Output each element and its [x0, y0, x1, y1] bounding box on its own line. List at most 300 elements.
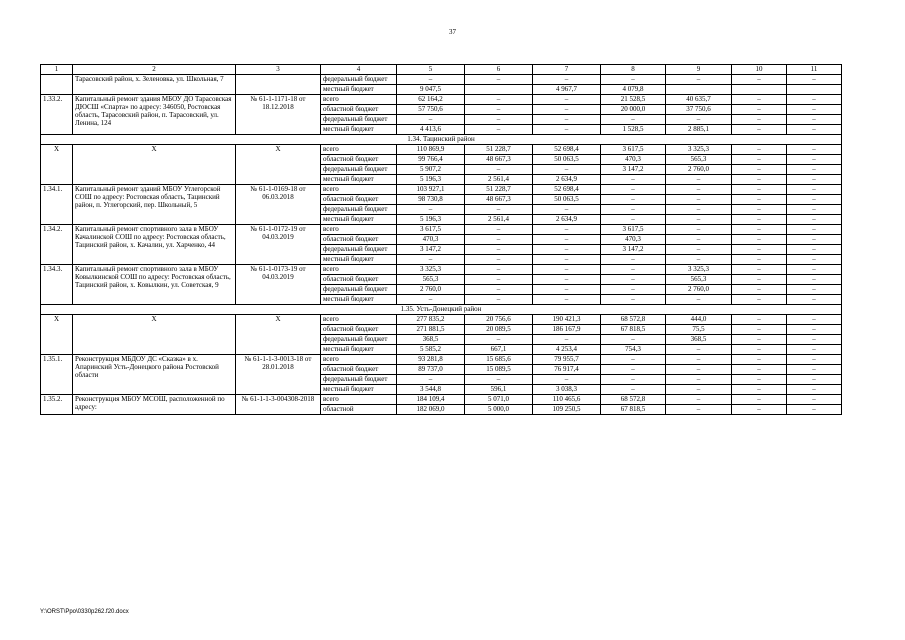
- amount-cell: 76 917,4: [533, 365, 601, 375]
- amount-cell: –: [601, 75, 666, 85]
- funding-source: всего: [321, 355, 397, 365]
- object-name: Капитальный ремонт спортивного зала в МБОУ Ковылкинской СОШ по адресу: Ростовская область, Тацинский район, х. Ковылкин, ул. Советская, 9: [73, 265, 236, 305]
- amount-cell: –: [732, 245, 787, 255]
- amount-cell: 470,3: [601, 155, 666, 165]
- amount-cell: –: [601, 375, 666, 385]
- amount-cell: –: [465, 105, 533, 115]
- amount-cell: –: [732, 275, 787, 285]
- funding-source: областной бюджет: [321, 105, 397, 115]
- amount-cell: 565,3: [397, 275, 465, 285]
- amount-cell: –: [787, 355, 842, 365]
- amount-cell: 51 228,7: [465, 145, 533, 155]
- column-number: 11: [787, 65, 842, 75]
- amount-cell: 57 750,6: [397, 105, 465, 115]
- amount-cell: 52 698,4: [533, 145, 601, 155]
- amount-cell: 50 063,5: [533, 195, 601, 205]
- amount-cell: –: [787, 395, 842, 405]
- amount-cell: 190 421,3: [533, 315, 601, 325]
- item-number: 1.34.1.: [41, 185, 73, 225]
- amount-cell: –: [787, 215, 842, 225]
- amount-cell: 444,0: [666, 315, 732, 325]
- amount-cell: –: [732, 145, 787, 155]
- amount-cell: 182 069,0: [397, 405, 465, 415]
- amount-cell: –: [787, 315, 842, 325]
- amount-cell: 5 907,2: [397, 165, 465, 175]
- district-title: 1.35. Усть-Донецкий район: [41, 305, 842, 315]
- amount-cell: 68 572,8: [601, 395, 666, 405]
- object-name: Капитальный ремонт зданий МБОУ Углегорской СОШ по адресу: Ростовская область, Тацинский район, п. Углегорский, пер. Школьный, 5: [73, 185, 236, 225]
- funding-source: федеральный бюджет: [321, 115, 397, 125]
- amount-cell: –: [787, 405, 842, 415]
- amount-cell: 596,1: [465, 385, 533, 395]
- amount-cell: 79 955,7: [533, 355, 601, 365]
- funding-source: местный бюджет: [321, 385, 397, 395]
- amount-cell: –: [787, 235, 842, 245]
- amount-cell: 51 228,7: [465, 185, 533, 195]
- funding-source: всего: [321, 315, 397, 325]
- amount-cell: –: [666, 175, 732, 185]
- amount-cell: –: [787, 125, 842, 135]
- object-name: Х: [73, 315, 236, 355]
- amount-cell: –: [732, 335, 787, 345]
- amount-cell: 754,3: [601, 345, 666, 355]
- amount-cell: –: [732, 195, 787, 205]
- column-number: 8: [601, 65, 666, 75]
- amount-cell: –: [787, 345, 842, 355]
- funding-source: всего: [321, 185, 397, 195]
- page-number: 37: [449, 28, 456, 36]
- amount-cell: 3 617,5: [601, 225, 666, 235]
- item-number: 1.35.2.: [41, 395, 73, 415]
- amount-cell: –: [666, 375, 732, 385]
- amount-cell: 20 756,6: [465, 315, 533, 325]
- amount-cell: –: [787, 195, 842, 205]
- document-number: № 61-1-1-3-0013-18 от 28.01.2018: [236, 355, 321, 395]
- amount-cell: –: [601, 215, 666, 225]
- amount-cell: –: [732, 125, 787, 135]
- budget-table: [40, 64, 842, 415]
- amount-cell: –: [465, 115, 533, 125]
- item-number: 1.35.1.: [41, 355, 73, 395]
- amount-cell: –: [732, 285, 787, 295]
- amount-cell: –: [666, 185, 732, 195]
- amount-cell: –: [533, 335, 601, 345]
- amount-cell: –: [533, 285, 601, 295]
- amount-cell: –: [465, 205, 533, 215]
- amount-cell: 3 617,5: [601, 145, 666, 155]
- amount-cell: –: [601, 285, 666, 295]
- amount-cell: 3 325,3: [666, 145, 732, 155]
- amount-cell: –: [666, 215, 732, 225]
- funding-source: областной бюджет: [321, 155, 397, 165]
- amount-cell: –: [397, 75, 465, 85]
- amount-cell: –: [732, 165, 787, 175]
- amount-cell: –: [787, 75, 842, 85]
- amount-cell: –: [732, 255, 787, 265]
- amount-cell: –: [787, 185, 842, 195]
- amount-cell: –: [732, 325, 787, 335]
- amount-cell: –: [787, 365, 842, 375]
- amount-cell: –: [787, 115, 842, 125]
- document-number: № 61-1-1171-18 от 18.12.2018: [236, 95, 321, 135]
- amount-cell: 4 079,8: [601, 85, 666, 95]
- amount-cell: 271 881,5: [397, 325, 465, 335]
- amount-cell: –: [787, 95, 842, 105]
- amount-cell: –: [787, 165, 842, 175]
- funding-source: местный бюджет: [321, 175, 397, 185]
- document-number: Х: [236, 315, 321, 355]
- amount-cell: –: [787, 205, 842, 215]
- object-name: Реконструкция МБДОУ ДС «Сказка» в х. Апаринский Усть-Донецкого района Ростовской области: [73, 355, 236, 395]
- amount-cell: 4 253,4: [533, 345, 601, 355]
- amount-cell: –: [732, 215, 787, 225]
- amount-cell: [732, 85, 787, 95]
- amount-cell: –: [787, 285, 842, 295]
- amount-cell: 3 147,2: [397, 245, 465, 255]
- amount-cell: –: [732, 175, 787, 185]
- document-number: № 61-1-0172-19 от 04.03.2019: [236, 225, 321, 265]
- funding-source: областной бюджет: [321, 235, 397, 245]
- amount-cell: –: [601, 115, 666, 125]
- amount-cell: –: [666, 345, 732, 355]
- amount-cell: 5 585,2: [397, 345, 465, 355]
- amount-cell: –: [397, 295, 465, 305]
- amount-cell: –: [787, 375, 842, 385]
- amount-cell: –: [533, 115, 601, 125]
- funding-source: местный бюджет: [321, 295, 397, 305]
- amount-cell: –: [465, 165, 533, 175]
- funding-source: местный бюджет: [321, 345, 397, 355]
- amount-cell: –: [787, 325, 842, 335]
- amount-cell: 52 698,4: [533, 185, 601, 195]
- amount-cell: 75,5: [666, 325, 732, 335]
- amount-cell: 48 667,3: [465, 195, 533, 205]
- amount-cell: –: [601, 175, 666, 185]
- table-row: [41, 395, 842, 405]
- column-number: 1: [41, 65, 73, 75]
- amount-cell: 15 685,6: [465, 355, 533, 365]
- column-number: 7: [533, 65, 601, 75]
- amount-cell: –: [787, 255, 842, 265]
- column-number: 5: [397, 65, 465, 75]
- amount-cell: 186 167,9: [533, 325, 601, 335]
- amount-cell: 565,3: [666, 275, 732, 285]
- amount-cell: –: [465, 235, 533, 245]
- amount-cell: 89 737,0: [397, 365, 465, 375]
- funding-source: всего: [321, 95, 397, 105]
- amount-cell: 4 413,6: [397, 125, 465, 135]
- amount-cell: 48 667,3: [465, 155, 533, 165]
- amount-cell: –: [601, 365, 666, 375]
- amount-cell: –: [732, 405, 787, 415]
- amount-cell: –: [732, 265, 787, 275]
- table-row: [41, 265, 842, 275]
- amount-cell: –: [732, 365, 787, 375]
- amount-cell: –: [601, 195, 666, 205]
- amount-cell: 5 071,0: [465, 395, 533, 405]
- amount-cell: 20 089,5: [465, 325, 533, 335]
- funding-source: всего: [321, 265, 397, 275]
- amount-cell: –: [787, 275, 842, 285]
- amount-cell: –: [533, 265, 601, 275]
- district-title-row: [41, 135, 842, 145]
- amount-cell: –: [397, 115, 465, 125]
- amount-cell: 110 465,6: [533, 395, 601, 405]
- amount-cell: 5 000,0: [465, 405, 533, 415]
- amount-cell: –: [465, 375, 533, 385]
- funding-source: всего: [321, 395, 397, 405]
- amount-cell: –: [533, 225, 601, 235]
- amount-cell: –: [666, 395, 732, 405]
- table-row: [41, 315, 842, 325]
- amount-cell: 4 967,7: [533, 85, 601, 95]
- amount-cell: 277 835,2: [397, 315, 465, 325]
- amount-cell: [787, 85, 842, 95]
- amount-cell: –: [732, 155, 787, 165]
- amount-cell: –: [601, 385, 666, 395]
- amount-cell: –: [666, 195, 732, 205]
- amount-cell: –: [465, 275, 533, 285]
- amount-cell: 3 147,2: [601, 165, 666, 175]
- amount-cell: –: [601, 255, 666, 265]
- column-number: 4: [321, 65, 397, 75]
- amount-cell: 368,5: [397, 335, 465, 345]
- table-row: [41, 75, 842, 85]
- amount-cell: 67 818,5: [601, 325, 666, 335]
- funding-source: областной бюджет: [321, 195, 397, 205]
- amount-cell: 2 634,9: [533, 215, 601, 225]
- amount-cell: –: [601, 185, 666, 195]
- header-row: [41, 65, 842, 75]
- amount-cell: 2 760,0: [666, 285, 732, 295]
- amount-cell: –: [732, 235, 787, 245]
- amount-cell: 62 164,2: [397, 95, 465, 105]
- amount-cell: –: [666, 255, 732, 265]
- object-name: Реконструкция МБОУ МСОШ, расположенной по адресу:: [73, 395, 236, 415]
- amount-cell: 5 196,3: [397, 175, 465, 185]
- amount-cell: –: [533, 275, 601, 285]
- column-number: 9: [666, 65, 732, 75]
- amount-cell: –: [601, 335, 666, 345]
- amount-cell: –: [732, 345, 787, 355]
- amount-cell: –: [732, 185, 787, 195]
- amount-cell: 3 038,3: [533, 385, 601, 395]
- amount-cell: 1 528,5: [601, 125, 666, 135]
- funding-source: федеральный бюджет: [321, 335, 397, 345]
- item-number: 1.33.2.: [41, 95, 73, 135]
- amount-cell: –: [465, 245, 533, 255]
- amount-cell: –: [601, 205, 666, 215]
- amount-cell: –: [533, 95, 601, 105]
- amount-cell: –: [787, 265, 842, 275]
- amount-cell: –: [533, 255, 601, 265]
- amount-cell: –: [732, 355, 787, 365]
- funding-source: федеральный бюджет: [321, 245, 397, 255]
- amount-cell: 99 766,4: [397, 155, 465, 165]
- object-name: Х: [73, 145, 236, 185]
- amount-cell: –: [601, 355, 666, 365]
- funding-source: федеральный бюджет: [321, 165, 397, 175]
- column-number: 10: [732, 65, 787, 75]
- amount-cell: –: [787, 385, 842, 395]
- amount-cell: 2 885,1: [666, 125, 732, 135]
- amount-cell: –: [787, 155, 842, 165]
- amount-cell: –: [787, 105, 842, 115]
- amount-cell: 2 561,4: [465, 175, 533, 185]
- funding-source: местный бюджет: [321, 125, 397, 135]
- table-row: [41, 145, 842, 155]
- amount-cell: 98 730,8: [397, 195, 465, 205]
- amount-cell: –: [533, 105, 601, 115]
- table-row: [41, 185, 842, 195]
- amount-cell: 2 760,0: [666, 165, 732, 175]
- amount-cell: –: [732, 375, 787, 385]
- amount-cell: –: [666, 385, 732, 395]
- funding-source: всего: [321, 225, 397, 235]
- amount-cell: –: [397, 205, 465, 215]
- amount-cell: –: [666, 205, 732, 215]
- amount-cell: –: [465, 95, 533, 105]
- amount-cell: –: [533, 245, 601, 255]
- amount-cell: –: [465, 285, 533, 295]
- amount-cell: 470,3: [397, 235, 465, 245]
- amount-cell: 5 196,3: [397, 215, 465, 225]
- object-name: Капитальный ремонт здания МБОУ ДО Тарасовская ДЮСШ «Спарта» по адресу: 346050, Ростовская область, Тарасовский район, п. Тарасовский, ул. Ленина, 124: [73, 95, 236, 135]
- amount-cell: –: [533, 165, 601, 175]
- district-title-row: [41, 305, 842, 315]
- document-number: № 61-1-1-3-004308-2018: [236, 395, 321, 415]
- column-number: 6: [465, 65, 533, 75]
- amount-cell: –: [601, 265, 666, 275]
- amount-cell: –: [533, 235, 601, 245]
- amount-cell: 184 109,4: [397, 395, 465, 405]
- item-number: 1.34.2.: [41, 225, 73, 265]
- table-row: [41, 95, 842, 105]
- amount-cell: 103 927,1: [397, 185, 465, 195]
- amount-cell: –: [787, 175, 842, 185]
- amount-cell: [465, 85, 533, 95]
- amount-cell: 20 000,0: [601, 105, 666, 115]
- amount-cell: –: [666, 75, 732, 85]
- column-number: 3: [236, 65, 321, 75]
- document-number: Х: [236, 145, 321, 185]
- funding-source: федеральный бюджет: [321, 205, 397, 215]
- amount-cell: –: [732, 385, 787, 395]
- amount-cell: –: [465, 265, 533, 275]
- amount-cell: –: [533, 75, 601, 85]
- document-number: [236, 75, 321, 95]
- amount-cell: 2 561,4: [465, 215, 533, 225]
- funding-source: областной бюджет: [321, 325, 397, 335]
- funding-source: всего: [321, 145, 397, 155]
- amount-cell: 68 572,8: [601, 315, 666, 325]
- item-number: [41, 75, 73, 95]
- amount-cell: –: [666, 295, 732, 305]
- amount-cell: –: [465, 225, 533, 235]
- amount-cell: –: [465, 335, 533, 345]
- amount-cell: [666, 85, 732, 95]
- amount-cell: 2 634,9: [533, 175, 601, 185]
- document-number: № 61-1-0173-19 от 04.03.2019: [236, 265, 321, 305]
- funding-source: областной: [321, 405, 397, 415]
- item-number: Х: [41, 145, 73, 185]
- amount-cell: 15 089,5: [465, 365, 533, 375]
- amount-cell: –: [465, 125, 533, 135]
- funding-source: местный бюджет: [321, 85, 397, 95]
- amount-cell: 2 760,0: [397, 285, 465, 295]
- amount-cell: 667,1: [465, 345, 533, 355]
- amount-cell: –: [533, 375, 601, 385]
- amount-cell: 110 869,9: [397, 145, 465, 155]
- funding-source: местный бюджет: [321, 255, 397, 265]
- amount-cell: –: [666, 115, 732, 125]
- file-path-footer: Y:\ORST\Ppo\0330p262.f20.docx: [40, 609, 129, 615]
- amount-cell: –: [732, 225, 787, 235]
- object-name: Капитальный ремонт спортивного зала в МБОУ Качалинской СОШ по адресу: Ростовская область, Тацинский район, х. Качалин, ул. Харченко, 44: [73, 225, 236, 265]
- amount-cell: –: [666, 245, 732, 255]
- amount-cell: –: [666, 225, 732, 235]
- amount-cell: –: [666, 355, 732, 365]
- amount-cell: –: [787, 245, 842, 255]
- amount-cell: –: [601, 295, 666, 305]
- amount-cell: 50 063,5: [533, 155, 601, 165]
- amount-cell: –: [533, 125, 601, 135]
- amount-cell: –: [732, 395, 787, 405]
- funding-source: федеральный бюджет: [321, 285, 397, 295]
- item-number: Х: [41, 315, 73, 355]
- amount-cell: –: [666, 235, 732, 245]
- document-number: № 61-1-0169-18 от 06.03.2018: [236, 185, 321, 225]
- funding-source: местный бюджет: [321, 215, 397, 225]
- amount-cell: –: [732, 205, 787, 215]
- amount-cell: –: [732, 105, 787, 115]
- amount-cell: –: [465, 295, 533, 305]
- amount-cell: –: [732, 315, 787, 325]
- amount-cell: –: [666, 405, 732, 415]
- amount-cell: –: [732, 295, 787, 305]
- amount-cell: –: [787, 295, 842, 305]
- amount-cell: –: [465, 75, 533, 85]
- amount-cell: 9 047,5: [397, 85, 465, 95]
- amount-cell: –: [397, 255, 465, 265]
- amount-cell: –: [533, 295, 601, 305]
- amount-cell: 67 818,5: [601, 405, 666, 415]
- amount-cell: –: [601, 275, 666, 285]
- amount-cell: 37 750,6: [666, 105, 732, 115]
- amount-cell: 3 617,5: [397, 225, 465, 235]
- amount-cell: –: [787, 225, 842, 235]
- amount-cell: 93 281,8: [397, 355, 465, 365]
- amount-cell: 21 528,5: [601, 95, 666, 105]
- amount-cell: 368,5: [666, 335, 732, 345]
- amount-cell: –: [666, 365, 732, 375]
- amount-cell: 470,3: [601, 235, 666, 245]
- funding-source: областной бюджет: [321, 275, 397, 285]
- column-number: 2: [73, 65, 236, 75]
- table-row: [41, 355, 842, 365]
- amount-cell: 3 325,3: [397, 265, 465, 275]
- amount-cell: –: [465, 255, 533, 265]
- district-title: 1.34. Тацинский район: [41, 135, 842, 145]
- amount-cell: 3 544,8: [397, 385, 465, 395]
- object-name: Тарасовский район, х. Зеленовка, ул. Школьная, 7: [73, 75, 236, 95]
- item-number: 1.34.3.: [41, 265, 73, 305]
- amount-cell: –: [732, 75, 787, 85]
- amount-cell: 109 250,5: [533, 405, 601, 415]
- amount-cell: 40 635,7: [666, 95, 732, 105]
- amount-cell: –: [533, 205, 601, 215]
- amount-cell: –: [787, 335, 842, 345]
